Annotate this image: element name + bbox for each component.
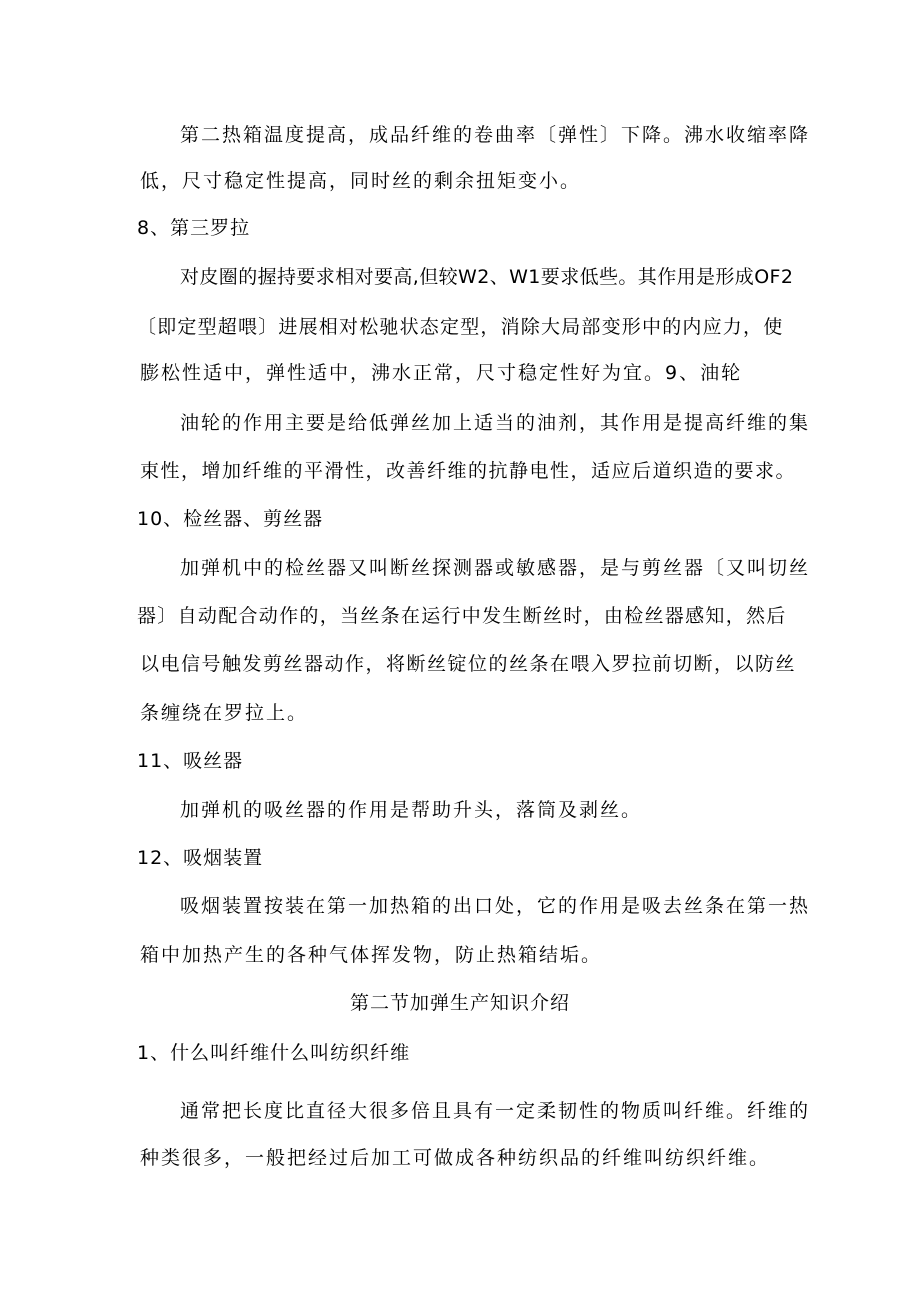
- paragraph-line: 吸烟装置按装在第一加热箱的出口处，它的作用是吸去丝条在第一热: [180, 895, 811, 917]
- paragraph-line: 器〕自动配合动作的，当丝条在运行中发生断丝时，由检丝器感知，然后: [137, 605, 787, 627]
- paragraph-line: 通常把长度比直径大很多倍且具有一定柔韧性的物质叫纤维。纤维的: [180, 1100, 811, 1122]
- section-heading: 8、第三罗拉: [137, 217, 251, 239]
- paragraph-line: 以电信号触发剪丝器动作，将断丝锭位的丝条在喂入罗拉前切断，以防丝: [140, 653, 797, 675]
- paragraph-line: 对皮圈的握持要求相对要高,但较W2、W1要求低些。其作用是形成OF2: [180, 266, 794, 288]
- paragraph-line: 〔即定型超喂〕进展相对松驰状态定型，消除大局部变形中的内应力，使: [137, 316, 784, 338]
- paragraph-line: 加弹机的吸丝器的作用是帮助升头，落筒及剥丝。: [180, 799, 643, 821]
- section-heading: 10、检丝器、剪丝器: [137, 508, 324, 530]
- paragraph-line: 膨松性适中，弹性适中，沸水正常，尺寸稳定性好为宜。9、油轮: [140, 362, 743, 384]
- paragraph-line: 箱中加热产生的各种气体挥发物，防止热箱结垢。: [140, 944, 603, 966]
- section-heading: 1、什么叫纤维什么叫纺织纤维: [137, 1042, 411, 1064]
- paragraph-line: 第二热箱温度提高，成品纤维的卷曲率〔弹性〕下降。沸水收缩率降: [180, 124, 811, 146]
- paragraph-line: 种类很多，一般把经过后加工可做成各种纺织品的纤维叫纺织纤维。: [140, 1147, 771, 1169]
- chapter-title: 第二节加弹生产知识介绍: [349, 992, 570, 1014]
- section-heading: 11、吸丝器: [137, 750, 244, 772]
- section-heading: 12、吸烟装置: [137, 847, 264, 869]
- paragraph-line: 条缠绕在罗拉上。: [140, 702, 309, 724]
- paragraph-line: 束性，增加纤维的平滑性，改善纤维的抗静电性，适应后道织造的要求。: [140, 460, 797, 482]
- paragraph-line: 低，尺寸稳定性提高，同时丝的剩余扭矩变小。: [140, 170, 582, 192]
- paragraph-line: 加弹机中的检丝器又叫断丝探测器或敏感器，是与剪丝器〔又叫切丝: [180, 557, 811, 579]
- paragraph-line: 油轮的作用主要是给低弹丝加上适当的油剂，其作用是提高纤维的集: [180, 412, 811, 434]
